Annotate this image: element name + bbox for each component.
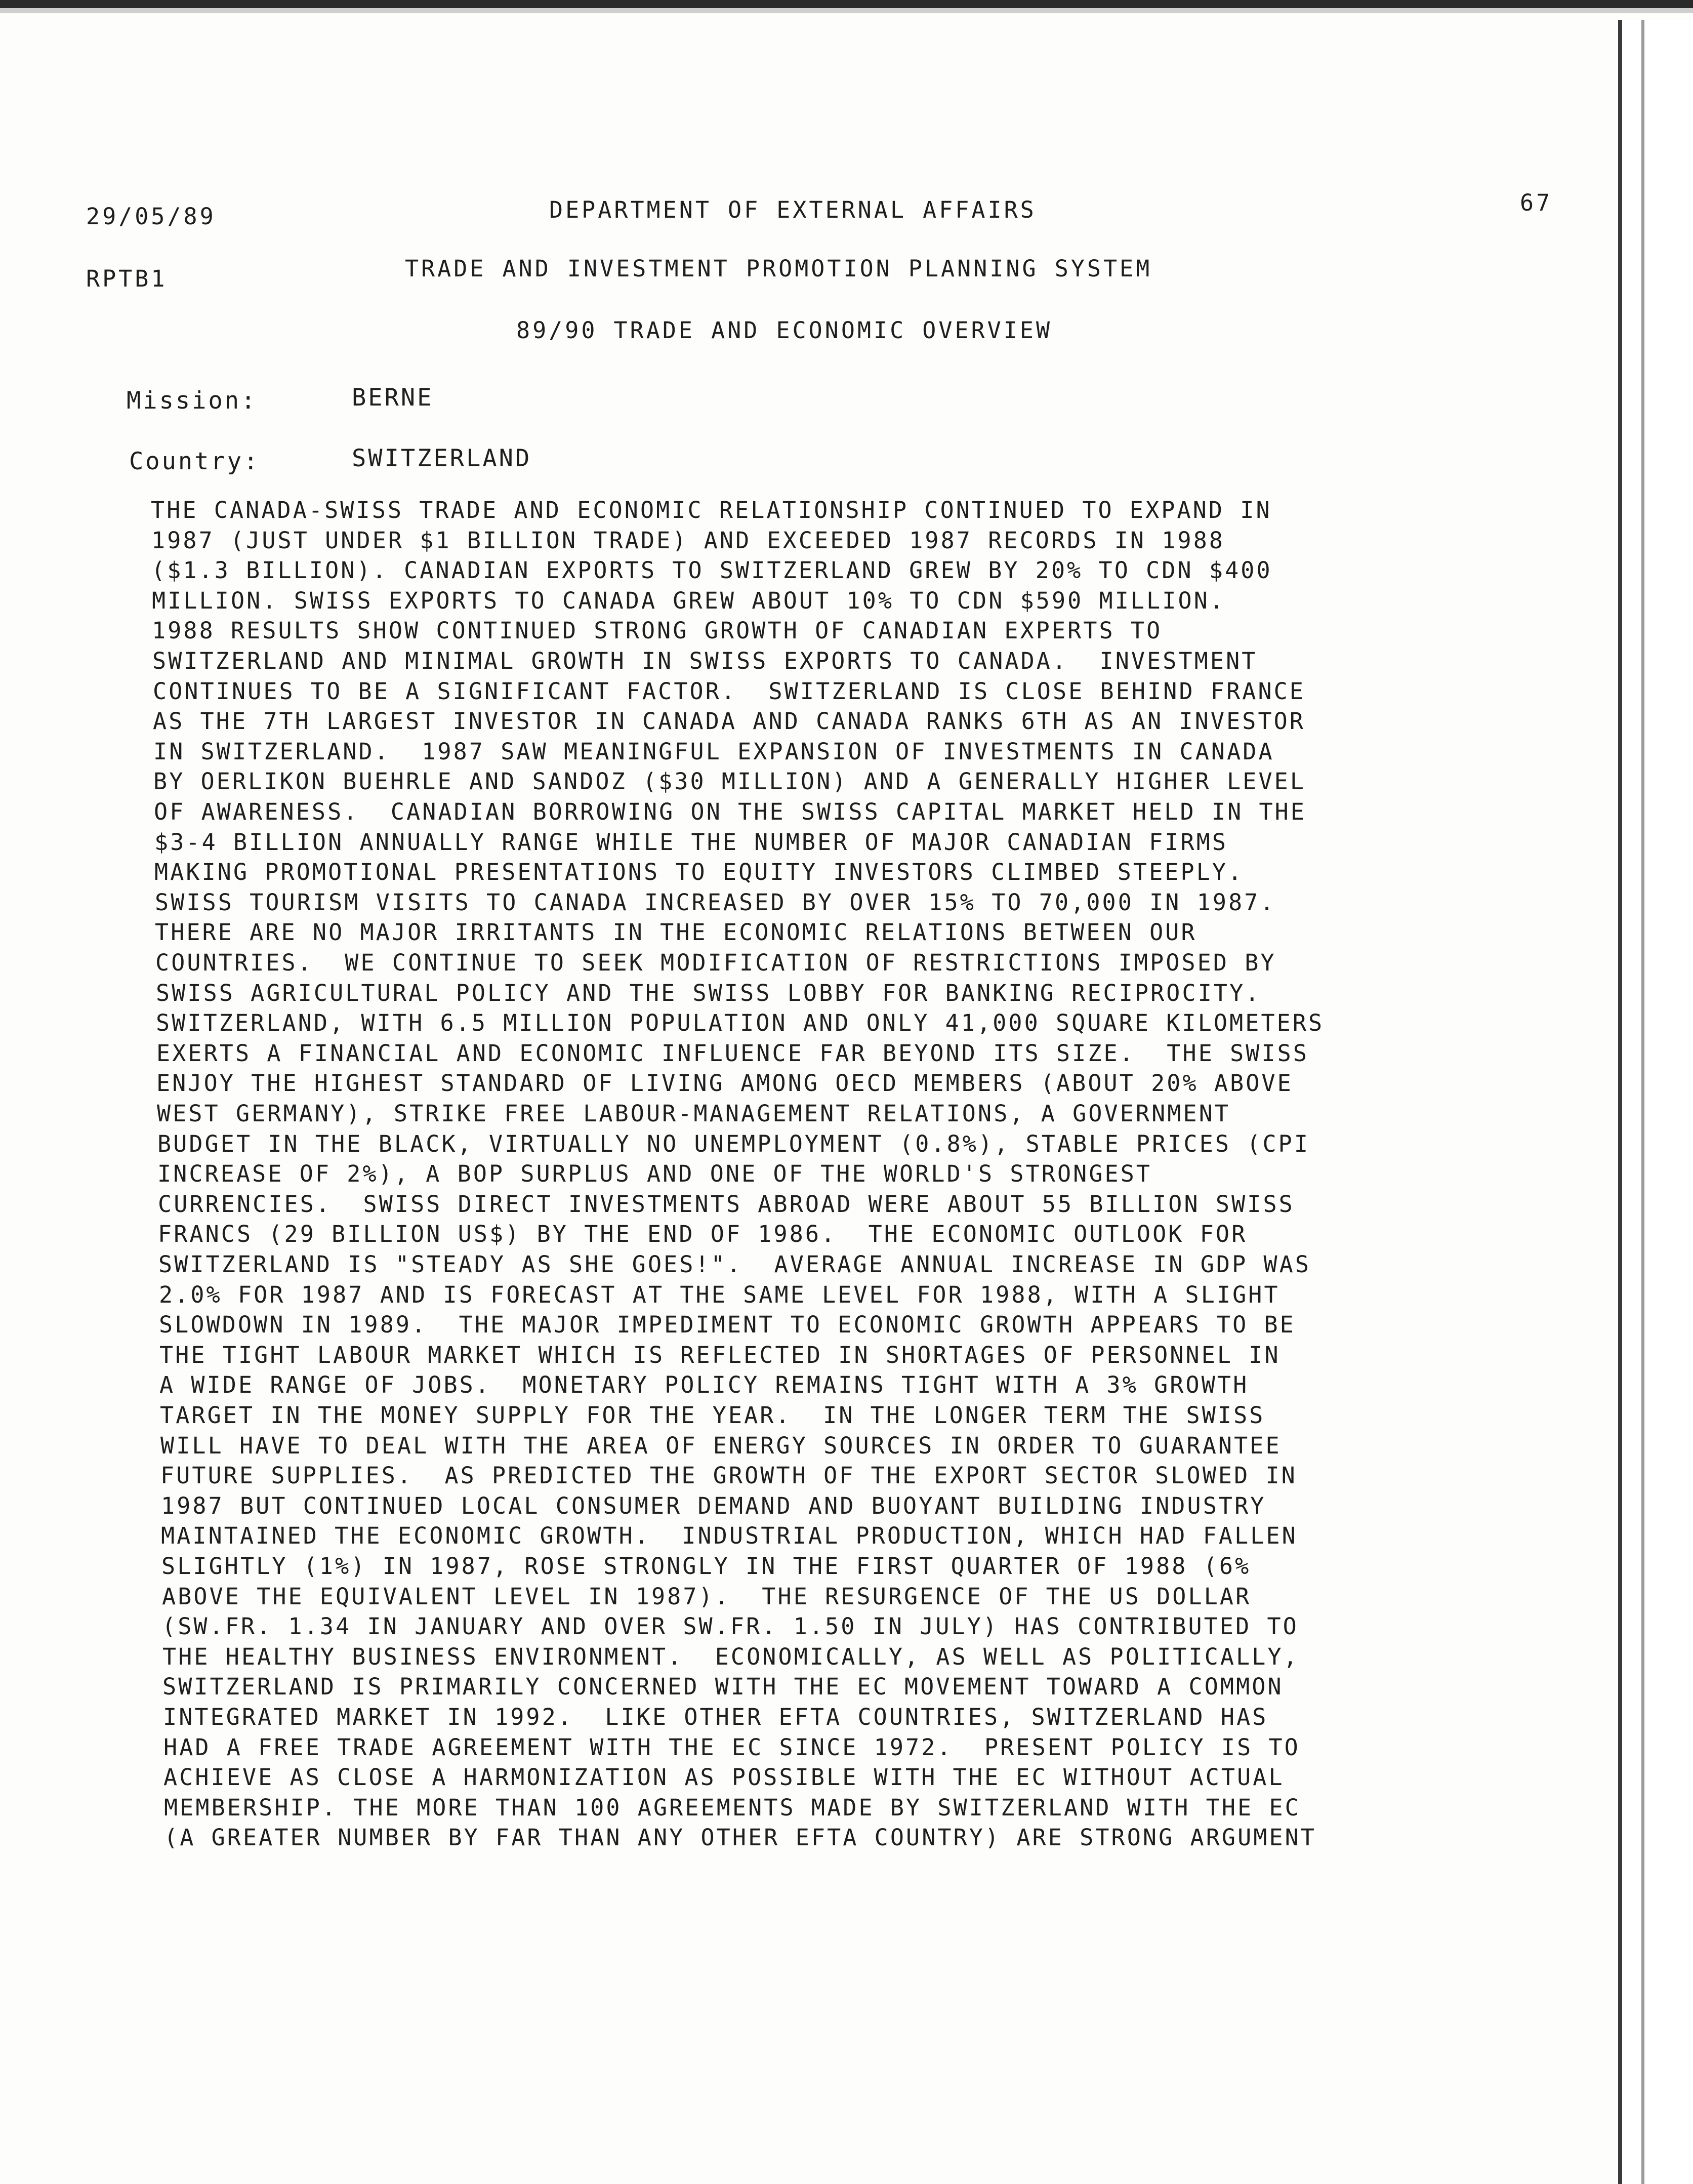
- body-line: FUTURE SUPPLIES. AS PREDICTED THE GROWTH OF THE EXPORT SECTOR SLOWED IN: [160, 1462, 1297, 1489]
- body-line: THE TIGHT LABOUR MARKET WHICH IS REFLECTED IN SHORTAGES OF PERSONNEL IN: [159, 1342, 1281, 1368]
- body-line: AS THE 7TH LARGEST INVESTOR IN CANADA AND CANADA RANKS 6TH AS AN INVESTOR: [153, 708, 1306, 735]
- body-line: EXERTS A FINANCIAL AND ECONOMIC INFLUENCE FAR BEYOND ITS SIZE. THE SWISS: [156, 1040, 1309, 1067]
- body-line: MAINTAINED THE ECONOMIC GROWTH. INDUSTRIAL PRODUCTION, WHICH HAD FALLEN: [161, 1522, 1298, 1549]
- body-line: CONTINUES TO BE A SIGNIFICANT FACTOR. SWITZERLAND IS CLOSE BEHIND FRANCE: [153, 678, 1306, 705]
- body-line: MILLION. SWISS EXPORTS TO CANADA GREW ABOUT 10% TO CDN $590 MILLION.: [152, 587, 1226, 614]
- body-line: 1988 RESULTS SHOW CONTINUED STRONG GROWTH OF CANADIAN EXPERTS TO: [152, 617, 1163, 644]
- body-line: FRANCS (29 BILLION US$) BY THE END OF 1986. THE ECONOMIC OUTLOOK FOR: [158, 1221, 1248, 1247]
- body-line: ACHIEVE AS CLOSE A HARMONIZATION AS POSSIBLE WITH THE EC WITHOUT ACTUAL: [163, 1764, 1285, 1791]
- department-name: DEPARTMENT OF EXTERNAL AFFAIRS: [549, 196, 1037, 223]
- body-line: SLIGHTLY (1%) IN 1987, ROSE STRONGLY IN THE FIRST QUARTER OF 1988 (6%: [161, 1553, 1251, 1580]
- body-line: INCREASE OF 2%), A BOP SURPLUS AND ONE OF THE WORLD'S STRONGEST: [157, 1160, 1152, 1187]
- body-line: ENJOY THE HIGHEST STANDARD OF LIVING AMONG OECD MEMBERS (ABOUT 20% ABOVE: [156, 1070, 1293, 1097]
- report-title: 89/90 TRADE AND ECONOMIC OVERVIEW: [516, 317, 1053, 344]
- body-line: THE HEALTHY BUSINESS ENVIRONMENT. ECONOMICALLY, AS WELL AS POLITICALLY,: [162, 1643, 1299, 1670]
- body-line: BY OERLIKON BUEHRLE AND SANDOZ ($30 MILLION) AND A GENERALLY HIGHER LEVEL: [153, 768, 1306, 795]
- body-line: SWISS TOURISM VISITS TO CANADA INCREASED BY OVER 15% TO 70,000 IN 1987.: [155, 889, 1276, 916]
- body-line: WEST GERMANY), STRIKE FREE LABOUR-MANAGEMENT RELATIONS, A GOVERNMENT: [157, 1100, 1231, 1127]
- body-line: SWITZERLAND IS PRIMARILY CONCERNED WITH THE EC MOVEMENT TOWARD A COMMON: [162, 1673, 1284, 1700]
- body-line: IN SWITZERLAND. 1987 SAW MEANINGFUL EXPANSION OF INVESTMENTS IN CANADA: [153, 738, 1274, 765]
- report-date: 29/05/89: [86, 203, 216, 230]
- body-line: THERE ARE NO MAJOR IRRITANTS IN THE ECONOMIC RELATIONS BETWEEN OUR: [155, 919, 1197, 946]
- mission-label: Mission:: [127, 387, 258, 415]
- scan-top-shadow: [0, 8, 1693, 13]
- scan-right-edge: [1618, 20, 1693, 2184]
- body-line: WILL HAVE TO DEAL WITH THE AREA OF ENERGY SOURCES IN ORDER TO GUARANTEE: [160, 1432, 1282, 1459]
- body-line: COUNTRIES. WE CONTINUE TO SEEK MODIFICATION OF RESTRICTIONS IMPOSED BY: [155, 949, 1276, 976]
- page-number: 67: [1520, 189, 1553, 216]
- body-line: HAD A FREE TRADE AGREEMENT WITH THE EC SINCE 1972. PRESENT POLICY IS TO: [163, 1734, 1300, 1761]
- body-line: INTEGRATED MARKET IN 1992. LIKE OTHER EFTA COUNTRIES, SWITZERLAND HAS: [163, 1704, 1268, 1730]
- body-line: BUDGET IN THE BLACK, VIRTUALLY NO UNEMPLOYMENT (0.8%), STABLE PRICES (CPI: [157, 1130, 1310, 1157]
- report-code: RPTB1: [86, 265, 168, 292]
- body-line: 1987 BUT CONTINUED LOCAL CONSUMER DEMAND AND BUOYANT BUILDING INDUSTRY: [161, 1492, 1266, 1519]
- body-line: THE CANADA-SWISS TRADE AND ECONOMIC RELATIONSHIP CONTINUED TO EXPAND IN: [151, 497, 1272, 523]
- system-name: TRADE AND INVESTMENT PROMOTION PLANNING SYSTEM: [405, 255, 1152, 282]
- body-line: (A GREATER NUMBER BY FAR THAN ANY OTHER EFTA COUNTRY) ARE STRONG ARGUMENT: [164, 1824, 1317, 1851]
- body-line: 1987 (JUST UNDER $1 BILLION TRADE) AND EXCEEDED 1987 RECORDS IN 1988: [151, 527, 1225, 554]
- body-line: MAKING PROMOTIONAL PRESENTATIONS TO EQUITY INVESTORS CLIMBED STEEPLY.: [154, 859, 1244, 885]
- body-line: SWITZERLAND IS "STEADY AS SHE GOES!". AVERAGE ANNUAL INCREASE IN GDP WAS: [158, 1251, 1311, 1278]
- mission-value: BERNE: [352, 384, 434, 412]
- body-line: CURRENCIES. SWISS DIRECT INVESTMENTS ABROAD WERE ABOUT 55 BILLION SWISS: [158, 1191, 1295, 1218]
- body-line: OF AWARENESS. CANADIAN BORROWING ON THE SWISS CAPITAL MARKET HELD IN THE: [154, 798, 1307, 825]
- body-line: SWITZERLAND AND MINIMAL GROWTH IN SWISS EXPORTS TO CANADA. INVESTMENT: [152, 648, 1258, 674]
- body-line: A WIDE RANGE OF JOBS. MONETARY POLICY REMAINS TIGHT WITH A 3% GROWTH: [159, 1371, 1249, 1398]
- body-line: TARGET IN THE MONEY SUPPLY FOR THE YEAR. IN THE LONGER TERM THE SWISS: [160, 1402, 1265, 1429]
- body-line: SWITZERLAND, WITH 6.5 MILLION POPULATION AND ONLY 41,000 SQUARE KILOMETERS: [156, 1009, 1325, 1036]
- body-line: MEMBERSHIP. THE MORE THAN 100 AGREEMENTS MADE BY SWITZERLAND WITH THE EC: [164, 1794, 1301, 1821]
- scan-top-edge: [0, 0, 1693, 8]
- body-line: ($1.3 BILLION). CANADIAN EXPORTS TO SWITZERLAND GREW BY 20% TO CDN $400: [151, 557, 1272, 584]
- country-value: SWITZERLAND: [352, 444, 532, 472]
- body-line: 2.0% FOR 1987 AND IS FORECAST AT THE SAME LEVEL FOR 1988, WITH A SLIGHT: [159, 1281, 1280, 1308]
- body-line: $3-4 BILLION ANNUALLY RANGE WHILE THE NUMBER OF MAJOR CANADIAN FIRMS: [154, 829, 1228, 856]
- body-line: SLOWDOWN IN 1989. THE MAJOR IMPEDIMENT TO ECONOMIC GROWTH APPEARS TO BE: [159, 1311, 1296, 1338]
- country-label: Country:: [129, 448, 260, 475]
- body-line: ABOVE THE EQUIVALENT LEVEL IN 1987). THE RESURGENCE OF THE US DOLLAR: [162, 1583, 1252, 1610]
- scan-right-edge-line: [1641, 20, 1644, 2184]
- body-line: SWISS AGRICULTURAL POLICY AND THE SWISS LOBBY FOR BANKING RECIPROCITY.: [156, 980, 1261, 1006]
- body-line: (SW.FR. 1.34 IN JANUARY AND OVER SW.FR. 1.50 IN JULY) HAS CONTRIBUTED TO: [162, 1613, 1299, 1640]
